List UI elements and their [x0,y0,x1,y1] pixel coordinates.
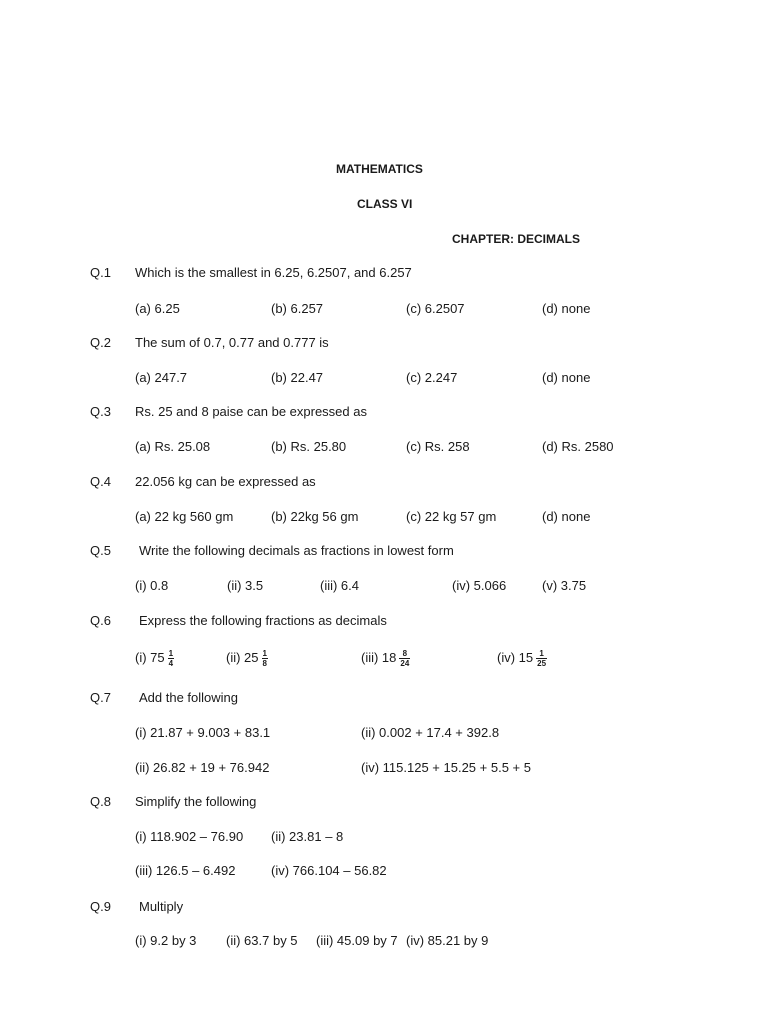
q1-option-b: (b) 6.257 [271,301,324,316]
q7-item-3: (ii) 26.82 + 19 + 76.942 [135,760,270,775]
q5-item-ii: (ii) 3.5 [227,578,264,593]
q2-text: The sum of 0.7, 0.77 and 0.777 is [135,335,329,350]
q1-option-a: (a) 6.25 [135,301,180,316]
q7-text: Add the following [139,690,239,705]
q8-item-iv: (iv) 766.104 – 56.82 [271,863,387,878]
q3-text: Rs. 25 and 8 paise can be expressed as [135,404,367,419]
q5-item-iii: (iii) 6.4 [320,578,360,593]
q9-number: Q.9 [90,899,111,914]
q9-item-i: (i) 9.2 by 3 [135,933,197,948]
q1-option-c: (c) 6.2507 [406,301,465,316]
q8-item-iii: (iii) 126.5 – 6.492 [135,863,236,878]
q5-text: Write the following decimals as fractions in lowest form [139,543,454,558]
q5-item-v: (v) 3.75 [542,578,587,593]
q5-item-iv: (iv) 5.066 [452,578,507,593]
q3-number: Q.3 [90,404,111,419]
chapter-title: CHAPTER: DECIMALS [452,232,580,246]
fraction: $\frac{1}{4}$ [168,649,174,669]
q9-item-ii: (ii) 63.7 by 5 [226,933,298,948]
q3-option-b: (b) Rs. 25.80 [271,439,347,454]
q3-option-a: (a) Rs. 25.08 [135,439,211,454]
q4-option-d: (d) none [542,509,591,524]
q9-text: Multiply [139,899,184,914]
q6-item-iii-whole: (iii) 18 [361,650,397,665]
q4-number: Q.4 [90,474,111,489]
q2-option-b: (b) 22.47 [271,370,324,385]
q6-number: Q.6 [90,613,111,628]
q6-item-iv-whole: (iv) 15 [497,650,534,665]
q6-item-i-whole: (i) 75 [135,650,165,665]
q2-option-c: (c) 2.247 [406,370,458,385]
fraction: $\frac{1}{25}$ [537,649,547,669]
q8-item-i: (i) 118.902 – 76.90 [135,829,244,844]
q7-item-2: (ii) 0.002 + 17.4 + 392.8 [361,725,500,740]
class-title: CLASS VI [357,197,413,211]
q9-item-iii: (iii) 45.09 by 7 [316,933,398,948]
q6-item-iv [497,646,547,670]
q8-text: Simplify the following [135,794,257,809]
q1-text: Which is the smallest in 6.25, 6.2507, and 6.257 [135,265,412,280]
q8-item-ii: (ii) 23.81 – 8 [271,829,344,844]
q6-item-ii [226,646,268,670]
q2-option-d: (d) none [542,370,591,385]
q3-option-d: (d) Rs. 2580 [542,439,614,454]
q4-text: 22.056 kg can be expressed as [135,474,316,489]
q1-number: Q.1 [90,265,111,280]
q6-item-i [135,646,174,670]
fraction: $\frac{1}{8}$ [262,649,267,669]
q6-item-iii [361,646,410,670]
q8-number: Q.8 [90,794,111,809]
q3-option-c: (c) Rs. 258 [406,439,470,454]
q5-number: Q.5 [90,543,111,558]
q1-option-d: (d) none [542,301,591,316]
q2-option-a: (a) 247.7 [135,370,188,385]
fraction: $\frac{8}{24}$ [400,649,410,669]
q9-item-iv: (iv) 85.21 by 9 [406,933,489,948]
q4-option-a: (a) 22 kg 560 gm [135,509,234,524]
q7-item-4: (iv) 115.125 + 15.25 + 5.5 + 5 [361,760,531,775]
q4-option-b: (b) 22kg 56 gm [271,509,359,524]
q6-item-ii-whole: (ii) 25 [226,650,259,665]
q6-text: Express the following fractions as decimals [139,613,387,628]
q7-item-1: (i) 21.87 + 9.003 + 83.1 [135,725,271,740]
q5-item-i: (i) 0.8 [135,578,169,593]
subject-title: MATHEMATICS [336,162,423,176]
q7-number: Q.7 [90,690,111,705]
q2-number: Q.2 [90,335,111,350]
q4-option-c: (c) 22 kg 57 gm [406,509,497,524]
